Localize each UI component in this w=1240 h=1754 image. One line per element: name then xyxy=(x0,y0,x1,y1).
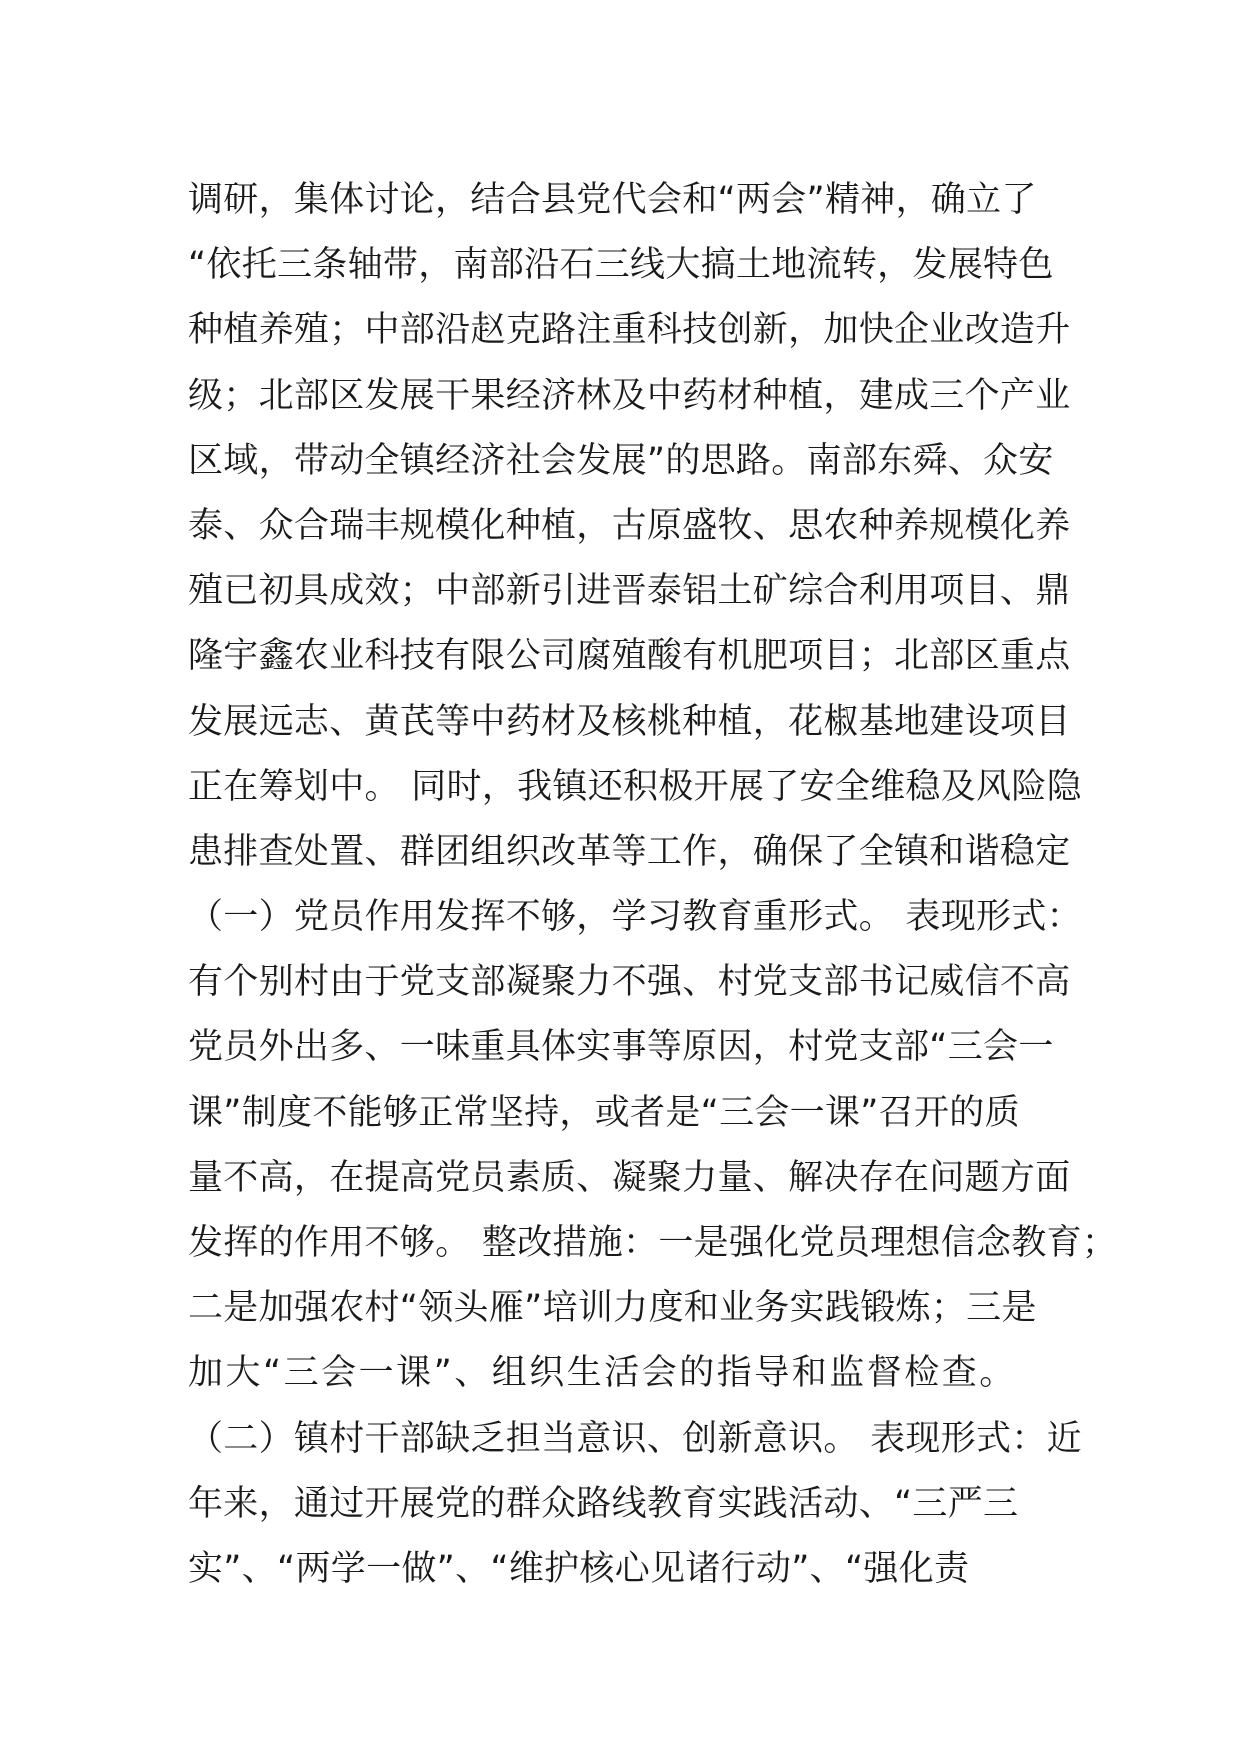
text-line: 发挥的作用不够。 整改措施：一是强化党员理想信念教育； xyxy=(188,1223,1118,1263)
text-line: 种植养殖；中部沿赵克路注重科技创新，加快企业改造升 xyxy=(188,310,1071,351)
section-heading-line: （一）党员作用发挥不够，学习教育重形式。 表现形式： xyxy=(188,897,1082,938)
text-line: 量不高，在提高党员素质、凝聚力量、解决存在问题方面 xyxy=(188,1157,1071,1198)
text-line: 发展远志、黄芪等中药材及核桃种植，花椒基地建设项目 xyxy=(188,701,1071,742)
text-line: 殖已初具成效；中部新引进晋泰铝土矿综合利用项目、鼎 xyxy=(188,571,1071,612)
text-line: 调研，集体讨论，结合县党代会和“两会”精神，确立了 xyxy=(188,180,1037,220)
text-line: 区域，带动全镇经济社会发展”的思路。南部东舜、众安 xyxy=(188,440,1054,481)
text-line: 级；北部区发展干果经济林及中药材种植，建成三个产业 xyxy=(188,375,1071,416)
section-heading-line: （二）镇村干部缺乏担当意识、创新意识。 表现形式：近 xyxy=(188,1418,1082,1459)
text-line: 党员外出多、一味重具体实事等原因，村党支部“三会一 xyxy=(188,1027,1054,1068)
text-line: 年来，通过开展党的群众路线教育实践活动、“三严三 xyxy=(188,1483,1019,1524)
text-line: 患排查处置、群团组织改革等工作，确保了全镇和谐稳定 xyxy=(188,831,1071,872)
text-line: 泰、众合瑞丰规模化种植，古原盛牧、思农种养规模化养 xyxy=(188,505,1071,546)
text-line: “依托三条轴带，南部沿石三线大搞土地流转，发展特色 xyxy=(188,245,1054,286)
text-line: 正在筹划中。 同时，我镇还积极开展了安全维稳及风险隐 xyxy=(188,766,1082,807)
text-line: 实”、“两学一做”、“维护核心见诸行动”、“强化责 xyxy=(188,1548,970,1589)
body-text xyxy=(188,168,1118,1602)
text-line: 隆宇鑫农业科技有限公司腐殖酸有机肥项目；北部区重点 xyxy=(188,636,1071,677)
text-line: 加大“三会一课”、组织生活会的指导和监督检查。 xyxy=(188,1353,1017,1394)
text-line: 有个别村由于党支部凝聚力不强、村党支部书记威信不高 xyxy=(188,962,1071,1003)
text-line: 课”制度不能够正常坚持，或者是“三会一课”召开的质 xyxy=(188,1092,1020,1133)
text-line: 二是加强农村“领头雁”培训力度和业务实践锻炼；三是 xyxy=(188,1288,1037,1329)
